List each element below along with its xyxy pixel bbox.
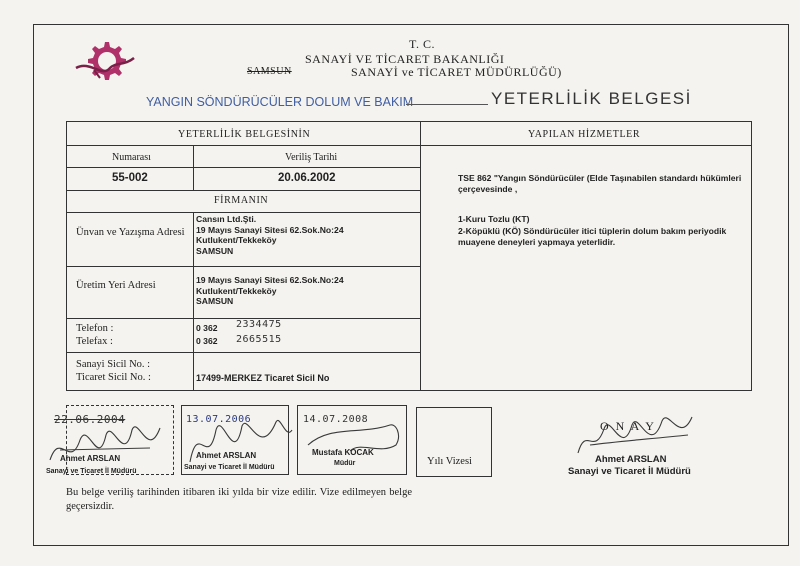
label-value-divider <box>193 212 194 391</box>
ticaret-sicil-label: Ticaret Sicil No. : <box>76 372 151 383</box>
visa-stamp-title-2: Sanayi ve Ticaret İl Müdürü <box>184 464 275 471</box>
firm-section-title: FİRMANIN <box>214 195 269 206</box>
services-section-title: YAPILAN HİZMETLER <box>528 129 641 140</box>
title-rule <box>406 104 488 105</box>
header-row-rule <box>66 145 752 146</box>
address-line: 19 Mayıs Sanayi Sitesi 62.Sok.No:24 <box>196 224 344 235</box>
address-value <box>196 214 344 256</box>
visa-stamp-title-3: Müdür <box>334 460 356 467</box>
address-line: Kutlukent/Tekkeköy <box>196 235 277 245</box>
number-label: Numarası <box>112 152 151 163</box>
phone-label: Telefon : <box>76 323 114 334</box>
column-divider <box>420 121 421 391</box>
header-directorate: SANAYİ ve TİCARET MÜDÜRLÜĞÜ) <box>351 65 562 79</box>
signature-3 <box>300 405 410 480</box>
validity-note: Bu belge veriliş tarihinden itibaren iki yılda bir vize edilir. Vize edilmeyen belge geçersizdir. <box>66 487 412 512</box>
services-paragraph: TSE 862 "Yangın Söndürücüler (Elde Taşınabilen standardı hükümleri çerçevesinde , <box>458 173 742 194</box>
approval-name: Ahmet ARSLAN <box>595 454 667 465</box>
service-item-1: 1-Kuru Tozlu (KT) <box>458 214 530 224</box>
approval-position: Sanayi ve Ticaret İl Müdürü <box>568 466 691 477</box>
visa-stamp-name-3: Mustafa KOCAK <box>312 448 374 457</box>
ministry-gear-logo <box>72 38 138 88</box>
fax-label: Telefax : <box>76 336 113 347</box>
phone-number-handwritten: 2334475 <box>236 319 282 330</box>
fax-code: 0 362 <box>196 336 218 346</box>
ticaret-sicil-value: 17499-MERKEZ Ticaret Sicil No <box>196 373 330 383</box>
address-label: Ünvan ve Yazışma Adresi <box>76 227 185 238</box>
production-line: Kutlukent/Tekkeköy <box>196 285 277 296</box>
visa-stamp-name-2: Ahmet ARSLAN <box>196 451 257 460</box>
sanayi-sicil-label: Sanayi Sicil No. : <box>76 359 151 370</box>
address-line: Cansın Ltd.Şti. <box>196 214 257 224</box>
visa-date-3: 14.07.2008 <box>303 414 369 425</box>
production-line: SAMSUN <box>196 296 234 306</box>
fax-number-handwritten: 2665515 <box>236 334 282 345</box>
approval-title: O N A Y <box>600 419 656 433</box>
production-line: 19 Mayıs Sanayi Sitesi 62.Sok.No:24 <box>196 275 344 285</box>
certificate-section-title: YETERLİLİK BELGESİNİN <box>178 129 311 140</box>
header-tc: T. C. <box>409 37 435 51</box>
visa-date-2: 13.07.2006 <box>186 414 252 425</box>
address-line: SAMSUN <box>196 245 234 256</box>
production-address-value <box>196 275 344 307</box>
header-city: SAMSUN <box>247 66 292 77</box>
signature-1 <box>40 400 180 480</box>
main-table <box>66 121 752 391</box>
issue-date: 20.06.2002 <box>278 172 336 184</box>
visa-date-1: 22.06.2004 <box>54 413 126 426</box>
document-title-right: YETERLİLİK BELGESİ <box>491 89 692 108</box>
production-address-label: Üretim Yeri Adresi <box>76 280 156 291</box>
document-title-left: YANGIN SÖNDÜRÜCÜLER DOLUM VE BAKIM <box>146 95 414 109</box>
phone-code: 0 362 <box>196 323 218 333</box>
visa-stamp-title-1: Sanayi ve Ticaret İl Müdürü <box>46 468 137 475</box>
signature-2 <box>180 400 300 480</box>
service-item-2: 2-Köpüklü (KÖ) Söndürücüler itici tüplerin dolum bakım periyodik muayene deneyleri yapmaya yeterlidir. <box>458 226 727 247</box>
visa-stamp-name-1: Ahmet ARSLAN <box>60 454 121 463</box>
visa-year-label: Yılı Vizesi <box>427 456 472 467</box>
date-label: Veriliş Tarihi <box>285 152 338 163</box>
certificate-number: 55-002 <box>112 172 148 184</box>
header-ministry: SANAYİ VE TİCARET BAKANLIĞI <box>305 52 505 66</box>
